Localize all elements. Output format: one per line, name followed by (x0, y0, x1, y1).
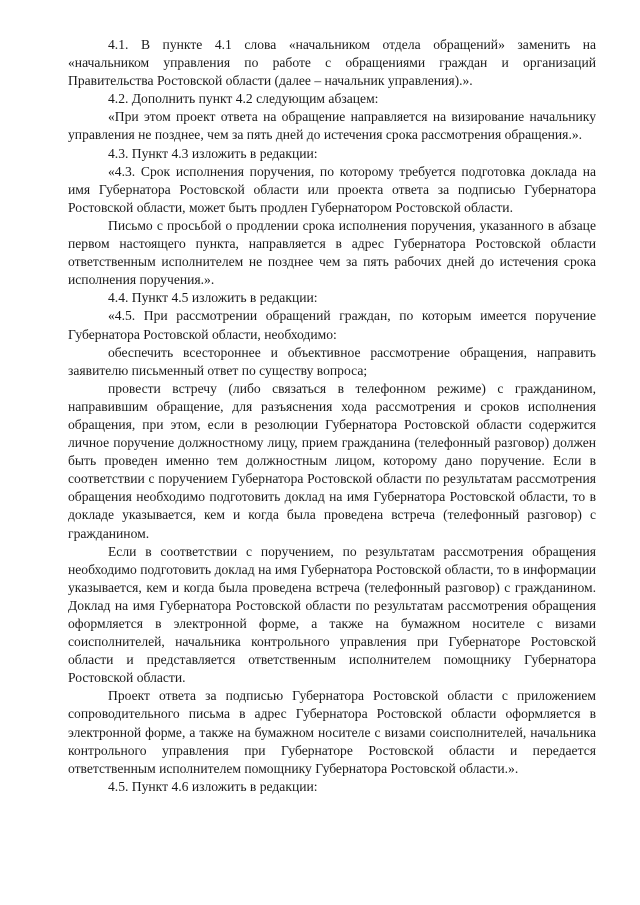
paragraph-4-4: 4.4. Пункт 4.5 изложить в редакции: (108, 290, 318, 306)
paragraph-4-2: 4.2. Дополнить пункт 4.2 следующим абзацем: (108, 91, 379, 107)
paragraph-4-3-text: «4.3. Срок исполнения поручения, по которому требуется подготовка доклада на имя Губернатора Ростовской области или проекта ответа за подписью Губернатора Ростовской области, может быть продлен Губернатором Ростовской области. (68, 163, 596, 215)
paragraph-draft-reply: Проект ответа за подписью Губернатора Ростовской области с приложением сопроводительного письма в адрес Губернатора Ростовской области оформляется в электронной форме, а также на бумажном носителе с визами соисполнителей, начальника контрольного управления при Губернаторе Ростовской области и передается ответственным исполнителем помощнику Губернатора Ростовской области.». (68, 688, 596, 776)
paragraph-4-2-addition: «При этом проект ответа на обращение направляется на визирование начальнику управления не позднее, чем за пять дней до истечения срока рассмотрения обращения.». (68, 109, 596, 143)
paragraph-4-5-heading: 4.5. Пункт 4.6 изложить в редакции: (108, 778, 318, 794)
paragraph-ensure-review: обеспечить всестороннее и объективное рассмотрение обращения, направить заявителю письменный ответ по существу вопроса; (68, 344, 596, 378)
paragraph-4-1: 4.1. В пункте 4.1 слова «начальником отдела обращений» заменить на «начальником управления по работе с обращениями граждан и организаций Правительства Ростовской области (далее – начальник управления).». (68, 37, 596, 89)
paragraph-report: Если в соответствии с поручением, по результатам рассмотрения обращения необходимо подготовить доклад на имя Губернатора Ростовской области, то в информации указывается, кем и когда была проведена встреча (телефонный разговор) с гражданином. Доклад на имя Губернатора Ростовской области по результатам рассмотрения обращения оформляется в электронной форме, а также на бумажном носителе с визами соисполнителей, начальника контрольного управления при Губернаторе Ростовской области и представляется ответственным исполнителем помощнику Губернатора Ростовской области. (68, 543, 596, 686)
paragraph-4-5-text: «4.5. При рассмотрении обращений граждан, по которым имеется поручение Губернатора Ростовской области, необходимо: (68, 308, 596, 342)
paragraph-4-3-extension-letter: Письмо с просьбой о продлении срока исполнения поручения, указанного в абзаце первом настоящего пункта, направляется в адрес Губернатора Ростовской области ответственным исполнителем не позднее чем за пять рабочих дней до истечения срока исполнения поручения.». (68, 217, 596, 288)
paragraph-4-3: 4.3. Пункт 4.3 изложить в редакции: (108, 145, 318, 161)
paragraph-hold-meeting: провести встречу (либо связаться в телефонном режиме) с гражданином, направившим обращение, для разъяснения хода рассмотрения и сроков исполнения обращения, при этом, если в резолюции Губернатора Ростовской области содержится личное поручение должностному лицу, прием гражданина (телефонный разговор) должен быть проведен именно тем должностным лицом, которому дано поручение. Если в соответствии с поручением Губернатора Ростовской области по результатам рассмотрения обращения необходимо подготовить доклад на имя Губернатора Ростовской области, то в докладе указывается, кем и когда была проведена встреча (телефонный разговор) с гражданином. (68, 380, 596, 541)
document-page (68, 36, 596, 796)
